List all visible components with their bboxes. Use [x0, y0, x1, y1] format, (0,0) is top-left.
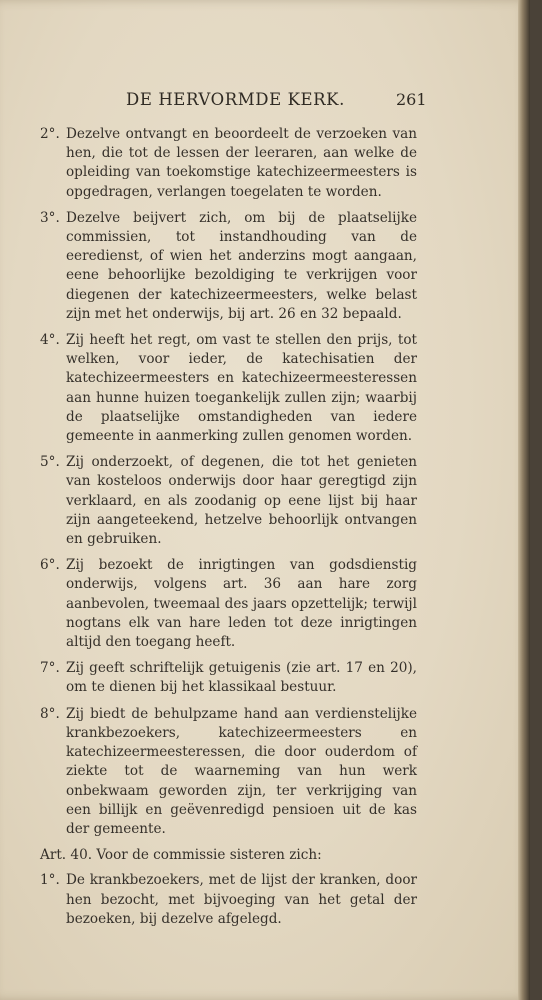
list-item [40, 705, 417, 839]
page-number: 261 [396, 90, 427, 109]
list-item [40, 125, 417, 202]
item-text: Dezelve beijvert zich, om bij de plaatselijke commissien, tot instandhouding van de eeredienst, of wien het anderzins mogt aangaan, eene behoorlijke bezoldiging te verkrijgen voor diegenen der katechizeermeesters, welke belast zijn met het onderwijs, bij art. 26 en 32 bepaald. [66, 209, 417, 322]
item-number: 6°. [40, 557, 60, 574]
item-number: 3°. [40, 209, 60, 226]
item-number: 1°. [40, 872, 60, 889]
item-number: 5°. [40, 454, 60, 471]
running-head: DE HERVORMDE KERK. [126, 90, 345, 109]
item-text: De krankbezoekers, met de lijst der kranken, door hen bezocht, met bijvoeging van het getal der bezoeken, bij dezelve afgelegd. [66, 872, 417, 927]
page-body [40, 125, 417, 936]
page-header [0, 88, 530, 114]
item-number: 8°. [40, 705, 60, 722]
item-number: 4°. [40, 332, 60, 349]
list-item [40, 209, 417, 324]
item-number: 7°. [40, 660, 60, 677]
item-number: 2°. [40, 126, 60, 142]
item-text: Zij bezoekt de inrigtingen van godsdienstig onderwijs, volgens art. 36 aan hare zorg aanbevolen, tweemaal des jaars opzettelijk; terwijl nogtans elk van hare leden tot deze inrigtingen altijd den toegang heeft. [66, 557, 417, 651]
page-edge [518, 0, 530, 1000]
item-text: Dezelve ontvangt en beoordeelt de verzoeken van hen, die tot de lessen der leeraren, aan welke de opleiding van toekomstige katechizeermeesters is opgedragen, verlangen toegelaten te worden. [66, 126, 417, 200]
list-item [40, 453, 417, 549]
list-item [40, 331, 417, 446]
item-text: Zij geeft schriftelijk getuigenis (zie art. 17 en 20), om te dienen bij het klassikaal bestuur. [66, 660, 417, 696]
article-heading: Art. 40. Voor de commissie sisteren zich: [40, 847, 322, 864]
list-item [40, 659, 417, 697]
item-text: Zij onderzoekt, of degenen, die tot het genieten van kosteloos onderwijs door haar geregtigd zijn verklaard, en als zoodanig op eene lijst bij haar zijn aangeteekend, hetzelve behoorlijk ontvangen en gebruiken. [66, 454, 417, 548]
item-text: Zij biedt de behulpzame hand aan verdienstelijke krankbezoekers, katechizeermeesters en katechizeermeesteressen, die door ouderdom of ziekte tot de waarneming van hun werk onbekwaam geworden zijn, ter verkrijging van een billijk en geëvenredigd pensioen uit de kas der gemeente. [66, 705, 417, 837]
item-text: Zij heeft het regt, om vast te stellen den prijs, tot welken, voor ieder, de katechisatien der katechizeermeesters en katechizeermeesteressen aan hunne huizen toegankelijk zullen zijn; waarbij de plaatselijke omstandigheden van iedere gemeente in aanmerking zullen genomen worden. [66, 332, 417, 445]
list-item [40, 871, 417, 929]
list-item [40, 556, 417, 652]
